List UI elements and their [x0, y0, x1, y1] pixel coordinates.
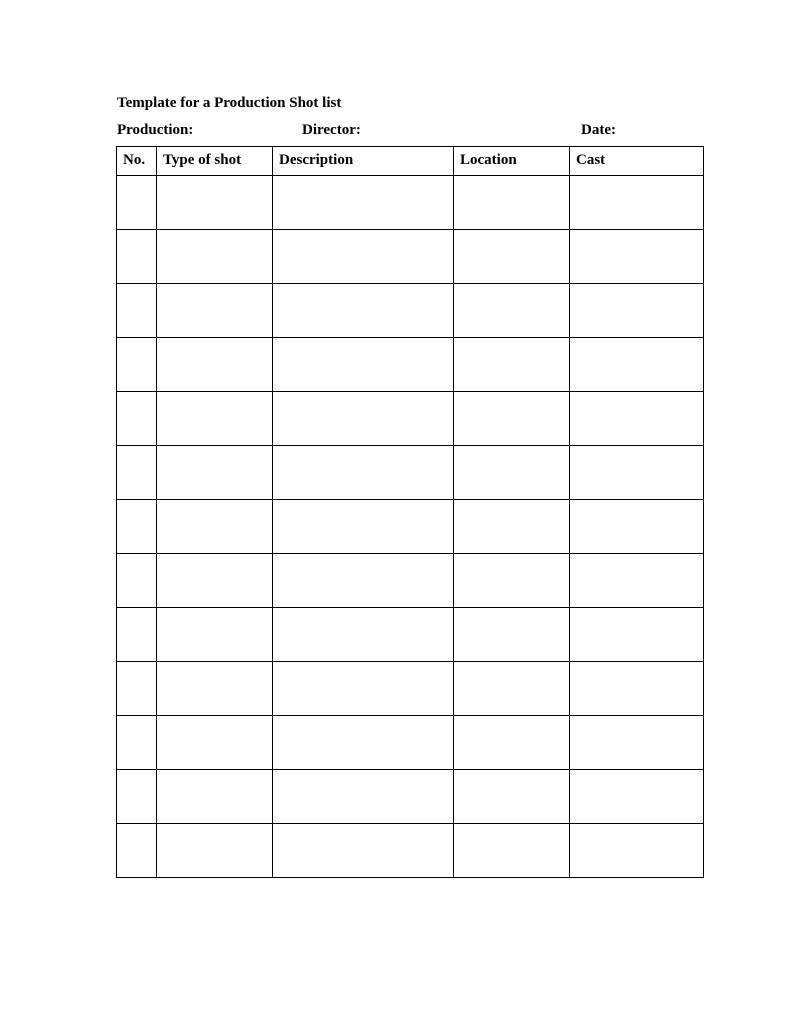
table-cell-no	[117, 824, 157, 878]
table-row	[117, 284, 704, 338]
table-cell-location	[454, 770, 570, 824]
table-row	[117, 176, 704, 230]
production-label: Production:	[117, 122, 194, 138]
table-cell-type-of-shot	[157, 284, 273, 338]
table-cell-description	[273, 392, 454, 446]
table-cell-description	[273, 500, 454, 554]
table-cell-type-of-shot	[157, 230, 273, 284]
table-row	[117, 338, 704, 392]
table-cell-no	[117, 392, 157, 446]
table-cell-location	[454, 176, 570, 230]
table-cell-type-of-shot	[157, 446, 273, 500]
table-cell-location	[454, 500, 570, 554]
table-cell-type-of-shot	[157, 176, 273, 230]
column-header-no	[117, 147, 157, 176]
table-cell-no	[117, 770, 157, 824]
table-cell-type-of-shot	[157, 554, 273, 608]
table-cell-type-of-shot	[157, 770, 273, 824]
table-cell-location	[454, 230, 570, 284]
table-cell-type-of-shot	[157, 716, 273, 770]
table-cell-location	[454, 608, 570, 662]
table-cell-cast	[570, 770, 704, 824]
table-row	[117, 716, 704, 770]
table-cell-description	[273, 716, 454, 770]
table-cell-cast	[570, 716, 704, 770]
table-cell-description	[273, 554, 454, 608]
table-cell-description	[273, 176, 454, 230]
table-cell-location	[454, 338, 570, 392]
table-cell-location	[454, 824, 570, 878]
table-row	[117, 824, 704, 878]
column-header-description	[273, 147, 454, 176]
shot-list-table	[116, 146, 704, 878]
table-row	[117, 500, 704, 554]
table-cell-description	[273, 662, 454, 716]
table-cell-cast	[570, 392, 704, 446]
column-header-cast	[570, 147, 704, 176]
table-cell-no	[117, 716, 157, 770]
table-cell-cast	[570, 554, 704, 608]
table-cell-location	[454, 716, 570, 770]
table-cell-location	[454, 284, 570, 338]
table-cell-location	[454, 392, 570, 446]
table-row	[117, 446, 704, 500]
table-cell-cast	[570, 662, 704, 716]
table-cell-no	[117, 284, 157, 338]
table-cell-cast	[570, 338, 704, 392]
table-cell-description	[273, 446, 454, 500]
table-cell-type-of-shot	[157, 338, 273, 392]
column-header-no-label: No.	[123, 152, 146, 168]
table-cell-description	[273, 770, 454, 824]
table-row	[117, 608, 704, 662]
table-cell-description	[273, 608, 454, 662]
table-row	[117, 554, 704, 608]
table-cell-cast	[570, 500, 704, 554]
table-row	[117, 770, 704, 824]
table-cell-type-of-shot	[157, 392, 273, 446]
table-cell-no	[117, 338, 157, 392]
column-header-location	[454, 147, 570, 176]
column-header-type-of-shot-label: Type of shot	[163, 152, 242, 168]
table-cell-no	[117, 554, 157, 608]
table-cell-no	[117, 662, 157, 716]
table-cell-description	[273, 284, 454, 338]
table-cell-type-of-shot	[157, 608, 273, 662]
column-header-description-label: Description	[279, 152, 354, 168]
table-cell-cast	[570, 824, 704, 878]
table-cell-description	[273, 230, 454, 284]
table-cell-location	[454, 554, 570, 608]
table-cell-location	[454, 662, 570, 716]
table-cell-cast	[570, 284, 704, 338]
table-cell-type-of-shot	[157, 824, 273, 878]
document-title: Template for a Production Shot list	[117, 95, 342, 111]
table-cell-no	[117, 176, 157, 230]
table-row	[117, 662, 704, 716]
table-cell-no	[117, 500, 157, 554]
table-cell-cast	[570, 176, 704, 230]
table-cell-location	[454, 446, 570, 500]
table-header-row	[117, 147, 704, 176]
column-header-cast-label: Cast	[576, 152, 606, 168]
column-header-location-label: Location	[460, 152, 517, 168]
table-row	[117, 392, 704, 446]
table-cell-type-of-shot	[157, 500, 273, 554]
table-cell-cast	[570, 608, 704, 662]
table-row	[117, 230, 704, 284]
director-label: Director:	[302, 122, 361, 138]
table-cell-cast	[570, 230, 704, 284]
table-cell-no	[117, 608, 157, 662]
table-cell-description	[273, 824, 454, 878]
table-cell-no	[117, 230, 157, 284]
column-header-type-of-shot	[157, 147, 273, 176]
date-label: Date:	[581, 122, 616, 138]
table-cell-no	[117, 446, 157, 500]
table-cell-description	[273, 338, 454, 392]
table-cell-type-of-shot	[157, 662, 273, 716]
table-cell-cast	[570, 446, 704, 500]
